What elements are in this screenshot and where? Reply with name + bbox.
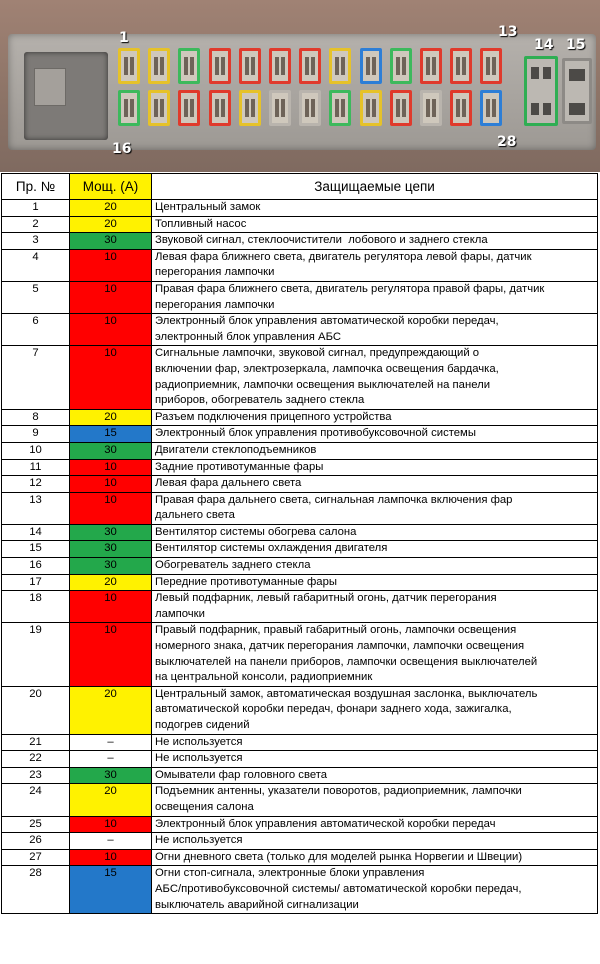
fuse-amperage: 30 <box>70 767 152 784</box>
table-row <box>2 767 598 784</box>
fuse-circuits: Задние противотуманные фары <box>152 459 598 476</box>
table-row <box>2 314 598 346</box>
photo-label-28: 28 <box>497 134 517 150</box>
fuse-amperage: 10 <box>70 623 152 686</box>
table-body <box>2 200 598 914</box>
header-amperage: Мощ. (А) <box>70 174 152 200</box>
fuse-circuits: Сигнальные лампочки, звуковой сигнал, предупреждающий о включении фар, электрозеркала, лампочка освещения бардачка, радиоприемник, лампочки освещения выключателей на панели приборов, обогреватель заднего стекла <box>152 346 598 409</box>
fuse-circuits: Электронный блок управления автоматической коробки передач <box>152 816 598 833</box>
fuse-21 <box>269 90 291 126</box>
header-number: Пр. № <box>2 174 70 200</box>
table-row <box>2 591 598 623</box>
table-row <box>2 686 598 734</box>
fuse-circuits: Левая фара дальнего света <box>152 476 598 493</box>
fuse-circuits: Центральный замок <box>152 200 598 217</box>
table-row <box>2 816 598 833</box>
table-row <box>2 623 598 686</box>
fuse-10 <box>390 48 412 84</box>
fuse-number: 25 <box>2 816 70 833</box>
fuse-circuits: Правый подфарник, правый габаритный огонь, лампочки освещения номерного знака, датчик перегорания лампочки, лампочки освещения выключателей на панели приборов, лампочки освещения выключателей на центральной консоли, радиоприемник <box>152 623 598 686</box>
fuse-23 <box>329 90 351 126</box>
fuse-3 <box>178 48 200 84</box>
table-row <box>2 200 598 217</box>
table-row <box>2 409 598 426</box>
fuse-circuits: Правая фара дальнего света, сигнальная лампочка включения фар дальнего света <box>152 492 598 524</box>
fuse-number: 13 <box>2 492 70 524</box>
photo-label-15: 15 <box>566 37 586 53</box>
fuse-18 <box>178 90 200 126</box>
fuse-circuits: Передние противотуманные фары <box>152 574 598 591</box>
fuse-number: 3 <box>2 233 70 250</box>
photo-label-1: 1 <box>119 30 129 46</box>
table-row <box>2 784 598 816</box>
fuse-amperage: 10 <box>70 314 152 346</box>
table-row <box>2 249 598 281</box>
fuse-number: 7 <box>2 346 70 409</box>
fuse-circuits: Центральный замок, автоматическая воздушная заслонка, выключатель автоматической коробки передач, фонари заднего хода, зажигалка, подогрев сидений <box>152 686 598 734</box>
fuse-amperage: 30 <box>70 558 152 575</box>
table-row <box>2 459 598 476</box>
fuse-amperage: 20 <box>70 574 152 591</box>
fuse-24 <box>360 90 382 126</box>
fuse-number: 24 <box>2 784 70 816</box>
table-row <box>2 281 598 313</box>
table-header-row <box>2 174 598 200</box>
fuse-number: 19 <box>2 623 70 686</box>
fuse-circuits: Электронный блок управления автоматической коробки передач, электронный блок управления АБС <box>152 314 598 346</box>
fuse-circuits: Вентилятор системы обогрева салона <box>152 524 598 541</box>
table-row <box>2 866 598 914</box>
fuse-circuits: Вентилятор системы охлаждения двигателя <box>152 541 598 558</box>
fuse-amperage: 20 <box>70 216 152 233</box>
fuse-amperage: 10 <box>70 816 152 833</box>
fuse-4 <box>209 48 231 84</box>
table-row <box>2 346 598 409</box>
fuse-number: 9 <box>2 426 70 443</box>
fuse-amperage: 30 <box>70 442 152 459</box>
fuse-number: 17 <box>2 574 70 591</box>
relay-15 <box>562 58 592 124</box>
fuse-number: 20 <box>2 686 70 734</box>
fuse-27 <box>450 90 472 126</box>
fuse-number: 15 <box>2 541 70 558</box>
table-row <box>2 574 598 591</box>
fuse-22 <box>299 90 321 126</box>
fuse-circuits: Обогреватель заднего стекла <box>152 558 598 575</box>
table-row <box>2 426 598 443</box>
table-row <box>2 233 598 250</box>
table-row <box>2 734 598 751</box>
fuse-amperage: 20 <box>70 409 152 426</box>
fuse-amperage: 10 <box>70 459 152 476</box>
fuse-number: 22 <box>2 751 70 768</box>
fuse-11 <box>420 48 442 84</box>
table-row <box>2 541 598 558</box>
fuse-circuits: Двигатели стеклоподъемников <box>152 442 598 459</box>
fuse-12 <box>450 48 472 84</box>
fuse-number: 11 <box>2 459 70 476</box>
fuse-2 <box>148 48 170 84</box>
fuse-amperage: – <box>70 833 152 850</box>
fuse-number: 16 <box>2 558 70 575</box>
fuse-26 <box>420 90 442 126</box>
fuse-25 <box>390 90 412 126</box>
table-row <box>2 558 598 575</box>
fuse-number: 27 <box>2 849 70 866</box>
table-row <box>2 751 598 768</box>
table-row <box>2 442 598 459</box>
photo-label-16: 16 <box>112 141 132 157</box>
fuse-number: 28 <box>2 866 70 914</box>
fuse-1 <box>118 48 140 84</box>
fuse-amperage: – <box>70 751 152 768</box>
fuse-16 <box>118 90 140 126</box>
table-row <box>2 524 598 541</box>
table-row <box>2 849 598 866</box>
fuse-number: 5 <box>2 281 70 313</box>
fuse-amperage: 30 <box>70 541 152 558</box>
fuse-6 <box>269 48 291 84</box>
fuse-circuits: Топливный насос <box>152 216 598 233</box>
fuse-box-photo <box>0 0 600 172</box>
fuse-19 <box>209 90 231 126</box>
fuse-amperage: 10 <box>70 849 152 866</box>
fuse-number: 8 <box>2 409 70 426</box>
fuse-circuits: Левый подфарник, левый габаритный огонь, датчик перегорания лампочки <box>152 591 598 623</box>
fuse-13 <box>480 48 502 84</box>
fuse-28 <box>480 90 502 126</box>
fuse-table <box>1 173 598 914</box>
fuse-9 <box>360 48 382 84</box>
photo-label-14: 14 <box>534 37 554 53</box>
fuse-17 <box>148 90 170 126</box>
fuse-amperage: 10 <box>70 492 152 524</box>
fuse-amperage: 10 <box>70 346 152 409</box>
table-row <box>2 492 598 524</box>
fuse-number: 10 <box>2 442 70 459</box>
fuse-circuits: Огни дневного света (только для моделей рынка Норвегии и Швеции) <box>152 849 598 866</box>
fuse-amperage: 15 <box>70 866 152 914</box>
fuse-box-latch <box>34 68 66 106</box>
fuse-number: 23 <box>2 767 70 784</box>
fuse-circuits: Не используется <box>152 833 598 850</box>
fuse-amperage: 20 <box>70 784 152 816</box>
fuse-circuits: Не используется <box>152 734 598 751</box>
fuse-8 <box>329 48 351 84</box>
fuse-20 <box>239 90 261 126</box>
fuse-circuits: Подъемник антенны, указатели поворотов, радиоприемник, лампочки освещения салона <box>152 784 598 816</box>
fuse-amperage: 30 <box>70 524 152 541</box>
fuse-number: 14 <box>2 524 70 541</box>
fuse-circuits: Правая фара ближнего света, двигатель регулятора правой фары, датчик перегорания лампочки <box>152 281 598 313</box>
table-row <box>2 476 598 493</box>
fuse-amperage: – <box>70 734 152 751</box>
fuse-number: 18 <box>2 591 70 623</box>
relay-14 <box>524 56 558 126</box>
fuse-7 <box>299 48 321 84</box>
fuse-circuits: Огни стоп-сигнала, электронные блоки управления АБС/противобуксовочной системы/ автоматической коробки передач, выключатель аварийной сигнализации <box>152 866 598 914</box>
fuse-circuits: Левая фара ближнего света, двигатель регулятора левой фары, датчик перегорания лампочки <box>152 249 598 281</box>
fuse-5 <box>239 48 261 84</box>
photo-label-13: 13 <box>498 24 518 40</box>
table-row <box>2 216 598 233</box>
fuse-amperage: 10 <box>70 476 152 493</box>
fuse-number: 2 <box>2 216 70 233</box>
fuse-number: 26 <box>2 833 70 850</box>
fuse-number: 6 <box>2 314 70 346</box>
fuse-circuits: Разъем подключения прицепного устройства <box>152 409 598 426</box>
fuse-amperage: 30 <box>70 233 152 250</box>
fuse-number: 1 <box>2 200 70 217</box>
fuse-circuits: Звуковой сигнал, стеклоочистители лобового и заднего стекла <box>152 233 598 250</box>
fuse-number: 12 <box>2 476 70 493</box>
header-circuits: Защищаемые цепи <box>152 174 598 200</box>
table-row <box>2 833 598 850</box>
fuse-amperage: 10 <box>70 281 152 313</box>
fuse-amperage: 15 <box>70 426 152 443</box>
fuse-amperage: 10 <box>70 591 152 623</box>
fuse-number: 4 <box>2 249 70 281</box>
fuse-amperage: 20 <box>70 200 152 217</box>
fuse-number: 21 <box>2 734 70 751</box>
fuse-amperage: 10 <box>70 249 152 281</box>
fuse-amperage: 20 <box>70 686 152 734</box>
fuse-circuits: Не используется <box>152 751 598 768</box>
fuse-circuits: Омыватели фар головного света <box>152 767 598 784</box>
fuse-circuits: Электронный блок управления противобуксовочной системы <box>152 426 598 443</box>
